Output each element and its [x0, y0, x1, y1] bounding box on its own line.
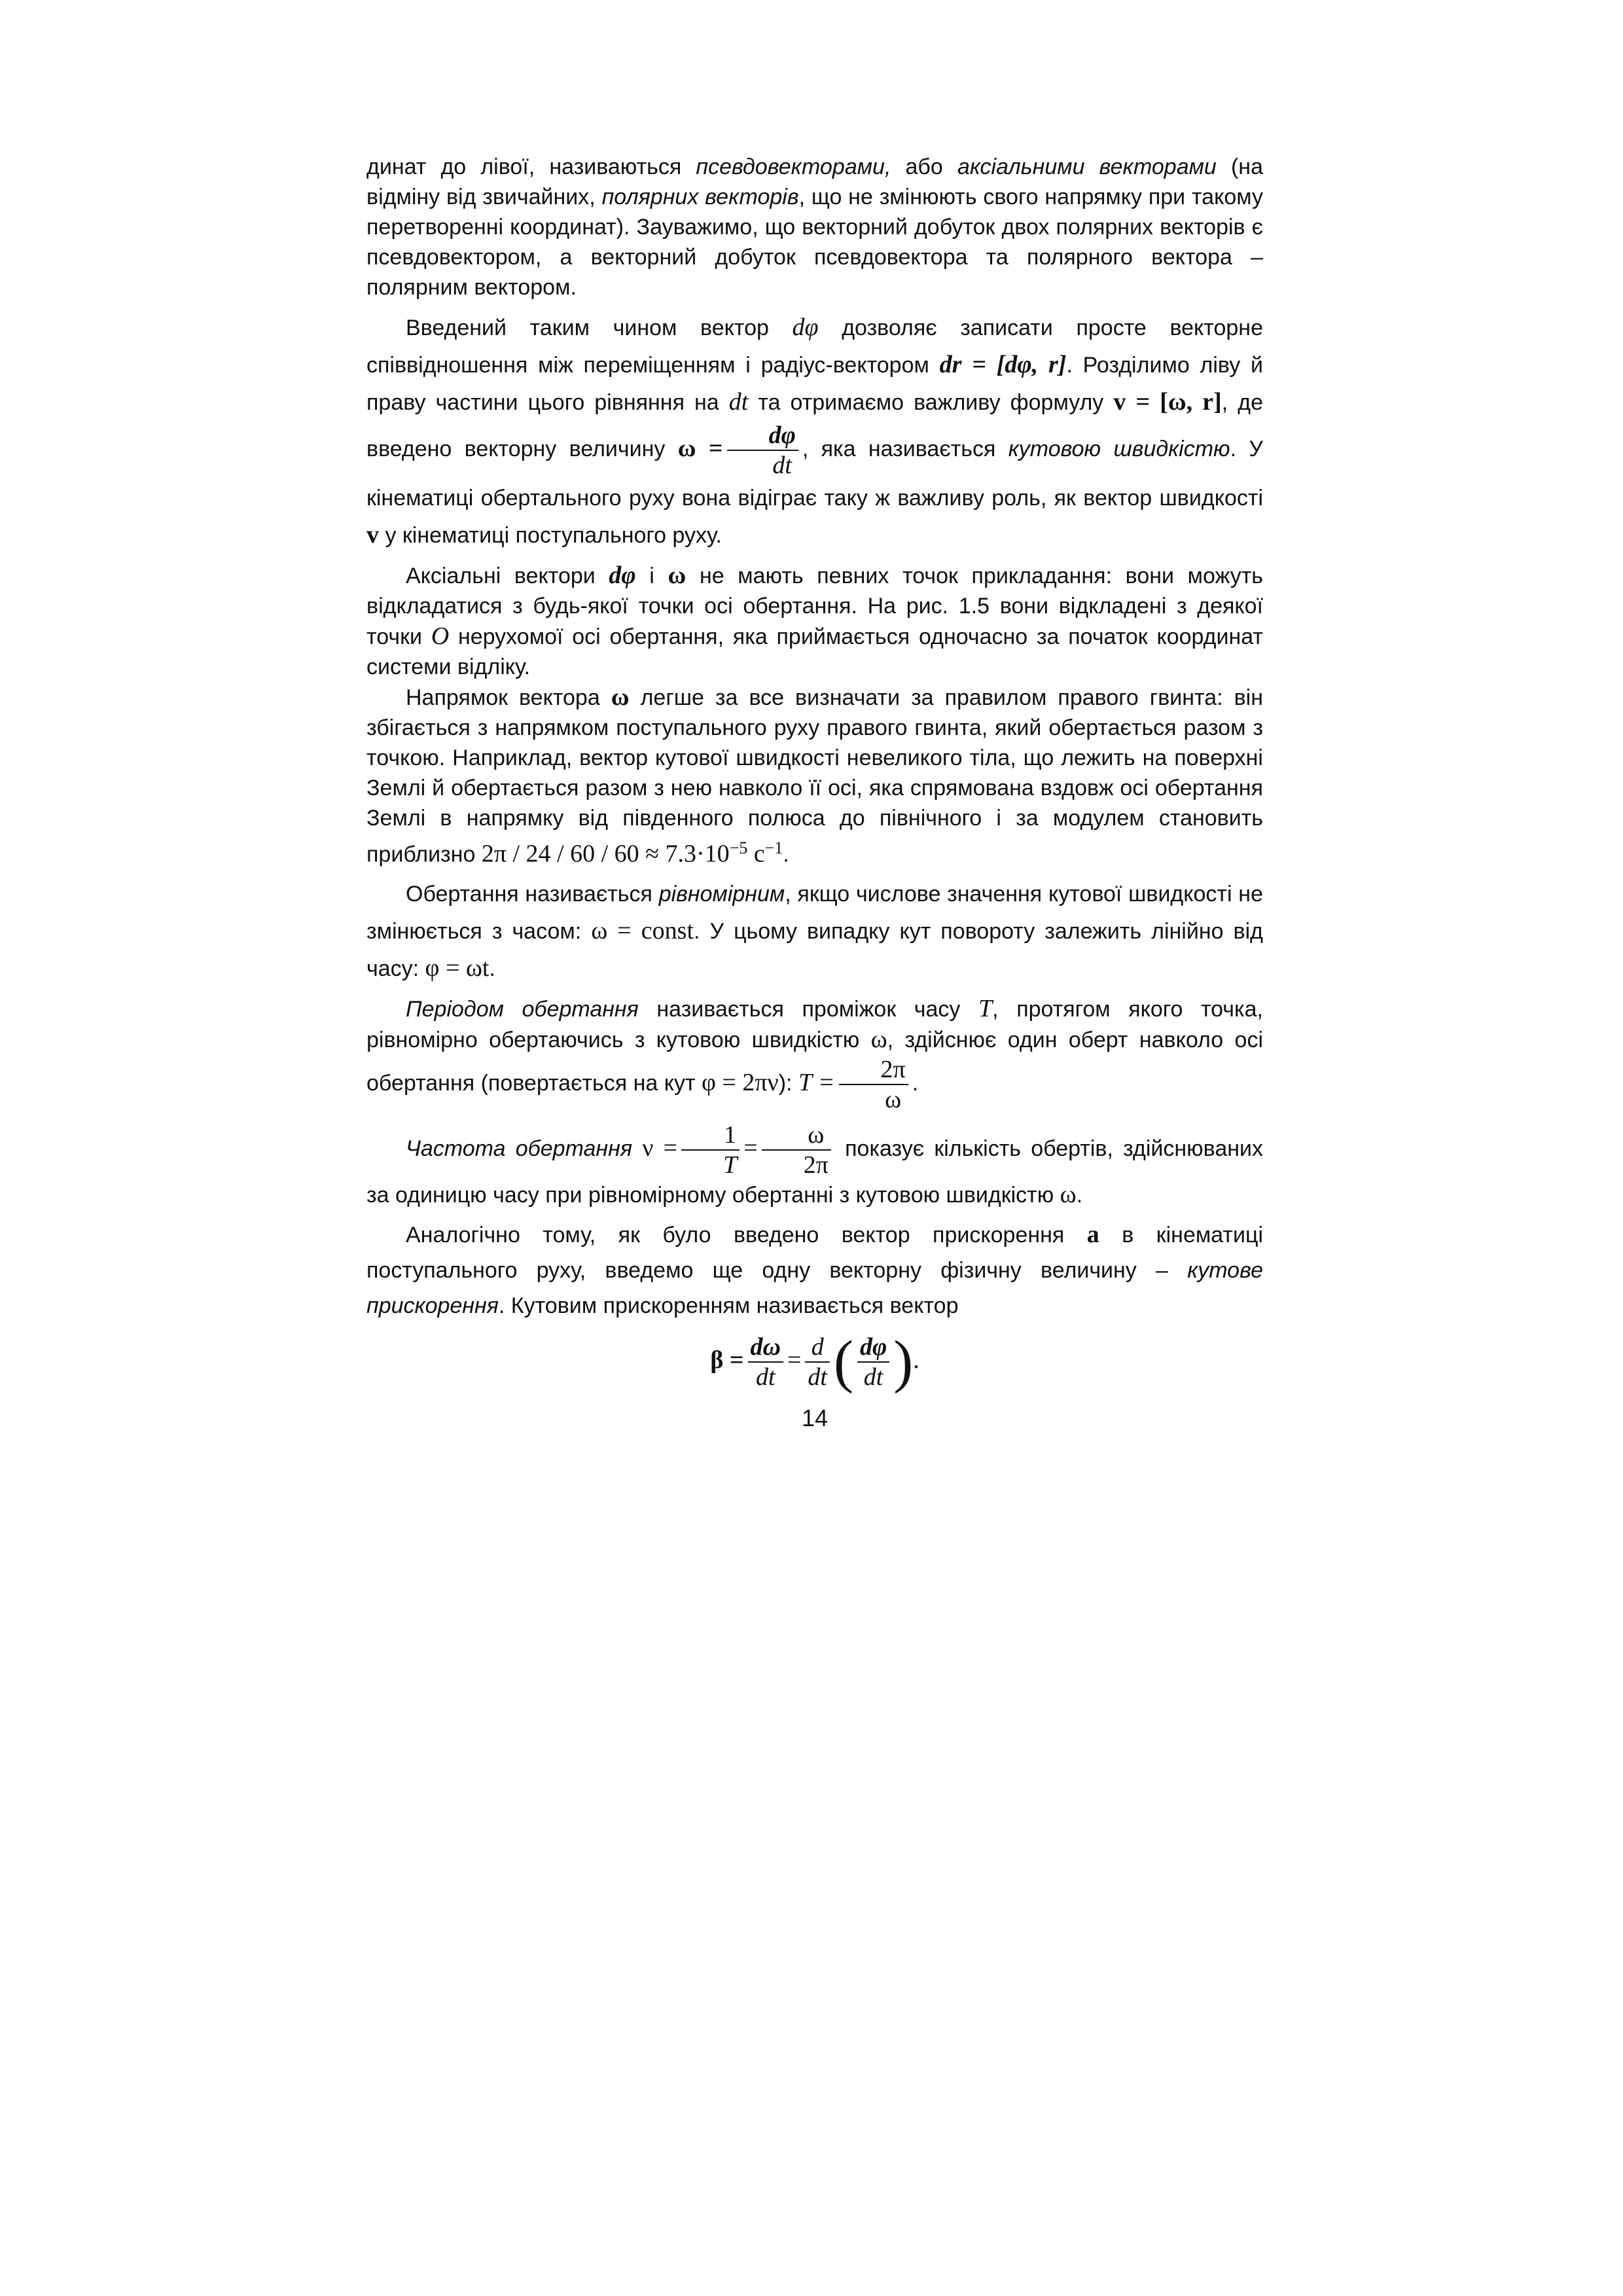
- math-earth-omega: 2π / 24 / 60 / 60 ≈ 7.3·10: [481, 840, 730, 868]
- text: у кінематиці поступального руху.: [379, 523, 722, 548]
- fraction-2pi-omega: [839, 1055, 908, 1114]
- math-omega: ω: [1060, 1181, 1077, 1209]
- left-paren: (: [833, 1329, 853, 1395]
- math-omega: ω: [668, 562, 687, 589]
- numerator: dφ: [727, 421, 798, 451]
- text: , де введено векторну величину: [366, 390, 1263, 461]
- text: дозволяє записати просте векторне співвідношення між переміщенням і радіус-вектором: [366, 315, 1263, 378]
- fraction-domega-dt: [748, 1333, 783, 1391]
- math-v-formula: v = [ω, r]: [1113, 388, 1222, 416]
- text: . Розділимо ліву й праву частини цього рівняння на: [366, 353, 1263, 415]
- text: Введений таким чином вектор: [406, 315, 793, 340]
- text: (на відміну від звичайних,: [366, 154, 1263, 209]
- math-omega-eq: ω =: [677, 434, 723, 462]
- numerator: d: [805, 1333, 830, 1363]
- fraction-dphi-dt: [857, 1333, 889, 1391]
- denominator: ω: [885, 1086, 902, 1114]
- fraction-d-dt: [805, 1333, 830, 1391]
- page-number: 14: [801, 1405, 829, 1432]
- text: не мають певних точок прикладання: вони можуть відкладатися з будь-якої точки осі обертання. На рис. 1.5 вони відкладені з деякої точки: [366, 564, 1263, 649]
- math-dphi: dφ: [609, 562, 636, 589]
- text: легше за все визначати за правилом правого гвинта: він збігається з напрямком поступального руху правого гвинта, який обертається разом з точкою. Наприклад, вектор кутової швидкості невеликого тіла, що лежить на поверхні Землі й обертається разом з нею навколо її осі, яка спрямована вздовж осі обертання Землі в напрямку від південного полюса до північного і за модулем становить приблизно: [366, 685, 1263, 867]
- text: .: [1076, 1183, 1083, 1208]
- paragraph-1: [366, 152, 1263, 302]
- denominator: dt: [808, 1363, 827, 1391]
- text: ):: [778, 1071, 798, 1096]
- text: динат до лівої, називаються: [366, 154, 696, 179]
- math-t-eq: T =: [798, 1069, 835, 1097]
- paragraph-2: [366, 309, 1263, 554]
- numerator: dω: [748, 1333, 783, 1363]
- right-paren: ): [893, 1329, 914, 1395]
- text: , якщо числове значення кутової швидкості не змінюється з часом:: [366, 882, 1263, 944]
- math-unit: с: [747, 840, 765, 868]
- term-angular-velocity: кутовою швидкістю: [1008, 436, 1230, 461]
- math-equals: =: [787, 1346, 802, 1374]
- period: .: [913, 1346, 919, 1374]
- numerator: 1: [681, 1121, 740, 1151]
- numerator: dφ: [857, 1333, 889, 1363]
- denominator: 2π: [803, 1151, 829, 1179]
- numerator: ω: [762, 1121, 831, 1151]
- math-phi-2pi-nu: φ = 2πν: [701, 1069, 779, 1097]
- math-dt: dt: [728, 388, 749, 416]
- paragraph-6: [366, 994, 1263, 1114]
- equation-beta: [366, 1329, 1263, 1395]
- math-v: v: [366, 521, 379, 548]
- denominator: T: [723, 1151, 738, 1179]
- fraction-dphi-dt: [727, 421, 798, 480]
- text: Обертання називається: [406, 882, 659, 907]
- math-exponent: −1: [764, 838, 783, 857]
- fraction-omega-2pi: [762, 1121, 831, 1179]
- math-omega: ω: [611, 683, 630, 711]
- math-beta-eq: β =: [710, 1346, 744, 1374]
- math-equals: =: [743, 1134, 758, 1162]
- text: . У цьому випадку кут повороту залежить лінійно від часу:: [366, 919, 1264, 982]
- text: , яка називається: [802, 436, 1008, 461]
- term-polar-vectors: полярних векторів: [601, 185, 799, 209]
- text: , здійснює один оберт навколо осі обертання (повертається на кут: [366, 1028, 1264, 1096]
- term-uniform: рівномірним: [658, 882, 785, 907]
- math-omega: ω: [870, 1026, 887, 1054]
- text: . У кінематиці обертального руху вона відіграє таку ж важливу роль, як вектор швидкості: [366, 436, 1264, 511]
- paragraph-4: [366, 682, 1263, 869]
- text: Аксіальні вектори: [406, 564, 609, 588]
- text: або: [891, 154, 957, 179]
- denominator: dt: [863, 1363, 883, 1391]
- term-axial-vectors: аксіальними векторами: [957, 154, 1217, 179]
- paragraph-7: [366, 1121, 1263, 1210]
- term-angular-acceleration: кутове прискорення: [366, 1258, 1263, 1319]
- paragraph-3: [366, 560, 1263, 682]
- text: . Кутовим прискоренням називається вектор: [498, 1293, 959, 1319]
- term-frequency: Частота обертання: [406, 1136, 632, 1162]
- paragraph-8: [366, 1217, 1263, 1323]
- text: та отримаємо важливу формулу: [748, 390, 1114, 415]
- math-nu-eq: ν =: [642, 1134, 678, 1162]
- denominator: dt: [755, 1363, 776, 1391]
- math-omega-const: ω = const: [591, 917, 694, 945]
- text: і: [635, 564, 668, 588]
- page-body: [366, 152, 1263, 1433]
- text: Напрямок вектора: [406, 685, 611, 710]
- text: показує кількість обертів, здійснюваних за одиницю часу при рівномірному обертанні з кутовою швидкістю: [366, 1136, 1264, 1208]
- math-dr-formula: dr = [dφ, r]: [939, 351, 1067, 378]
- math-dphi: dφ: [792, 314, 819, 341]
- text: , що не змінюють свого напрямку при такому перетворенні координат). Зауважимо, що векторний добуток двох полярних векторів є псевдовектором, а векторний добуток псевдовектора та полярного вектора – полярним вектором.: [366, 185, 1264, 300]
- term-pseudovectors: псевдовекторами,: [696, 154, 891, 179]
- math-point-o: O: [431, 622, 450, 650]
- text: в кінематиці поступального руху, введемо ще одну векторну фізичну величину –: [366, 1223, 1263, 1283]
- text: нерухомої осі обертання, яка приймається одночасно за початок координат системи відліку.: [366, 624, 1263, 679]
- text: називається проміжок часу: [638, 997, 979, 1022]
- math-exponent: −5: [729, 838, 748, 857]
- text: .: [912, 1071, 919, 1096]
- term-period: Періодом обертання: [406, 997, 639, 1022]
- numerator: 2π: [839, 1055, 908, 1085]
- text: , протягом якого точка, рівномірно обертаючись з кутовою швидкістю: [366, 997, 1263, 1053]
- math-t: T: [978, 995, 993, 1023]
- paragraph-5: [366, 876, 1263, 987]
- text: Аналогічно тому, як було введено вектор прискорення: [406, 1223, 1087, 1248]
- denominator: dt: [772, 452, 792, 479]
- fraction-1-t: [681, 1121, 740, 1179]
- text: .: [489, 956, 495, 982]
- math-phi-omega-t: φ = ωt: [425, 954, 490, 982]
- text: .: [783, 842, 789, 867]
- math-a: a: [1086, 1221, 1099, 1249]
